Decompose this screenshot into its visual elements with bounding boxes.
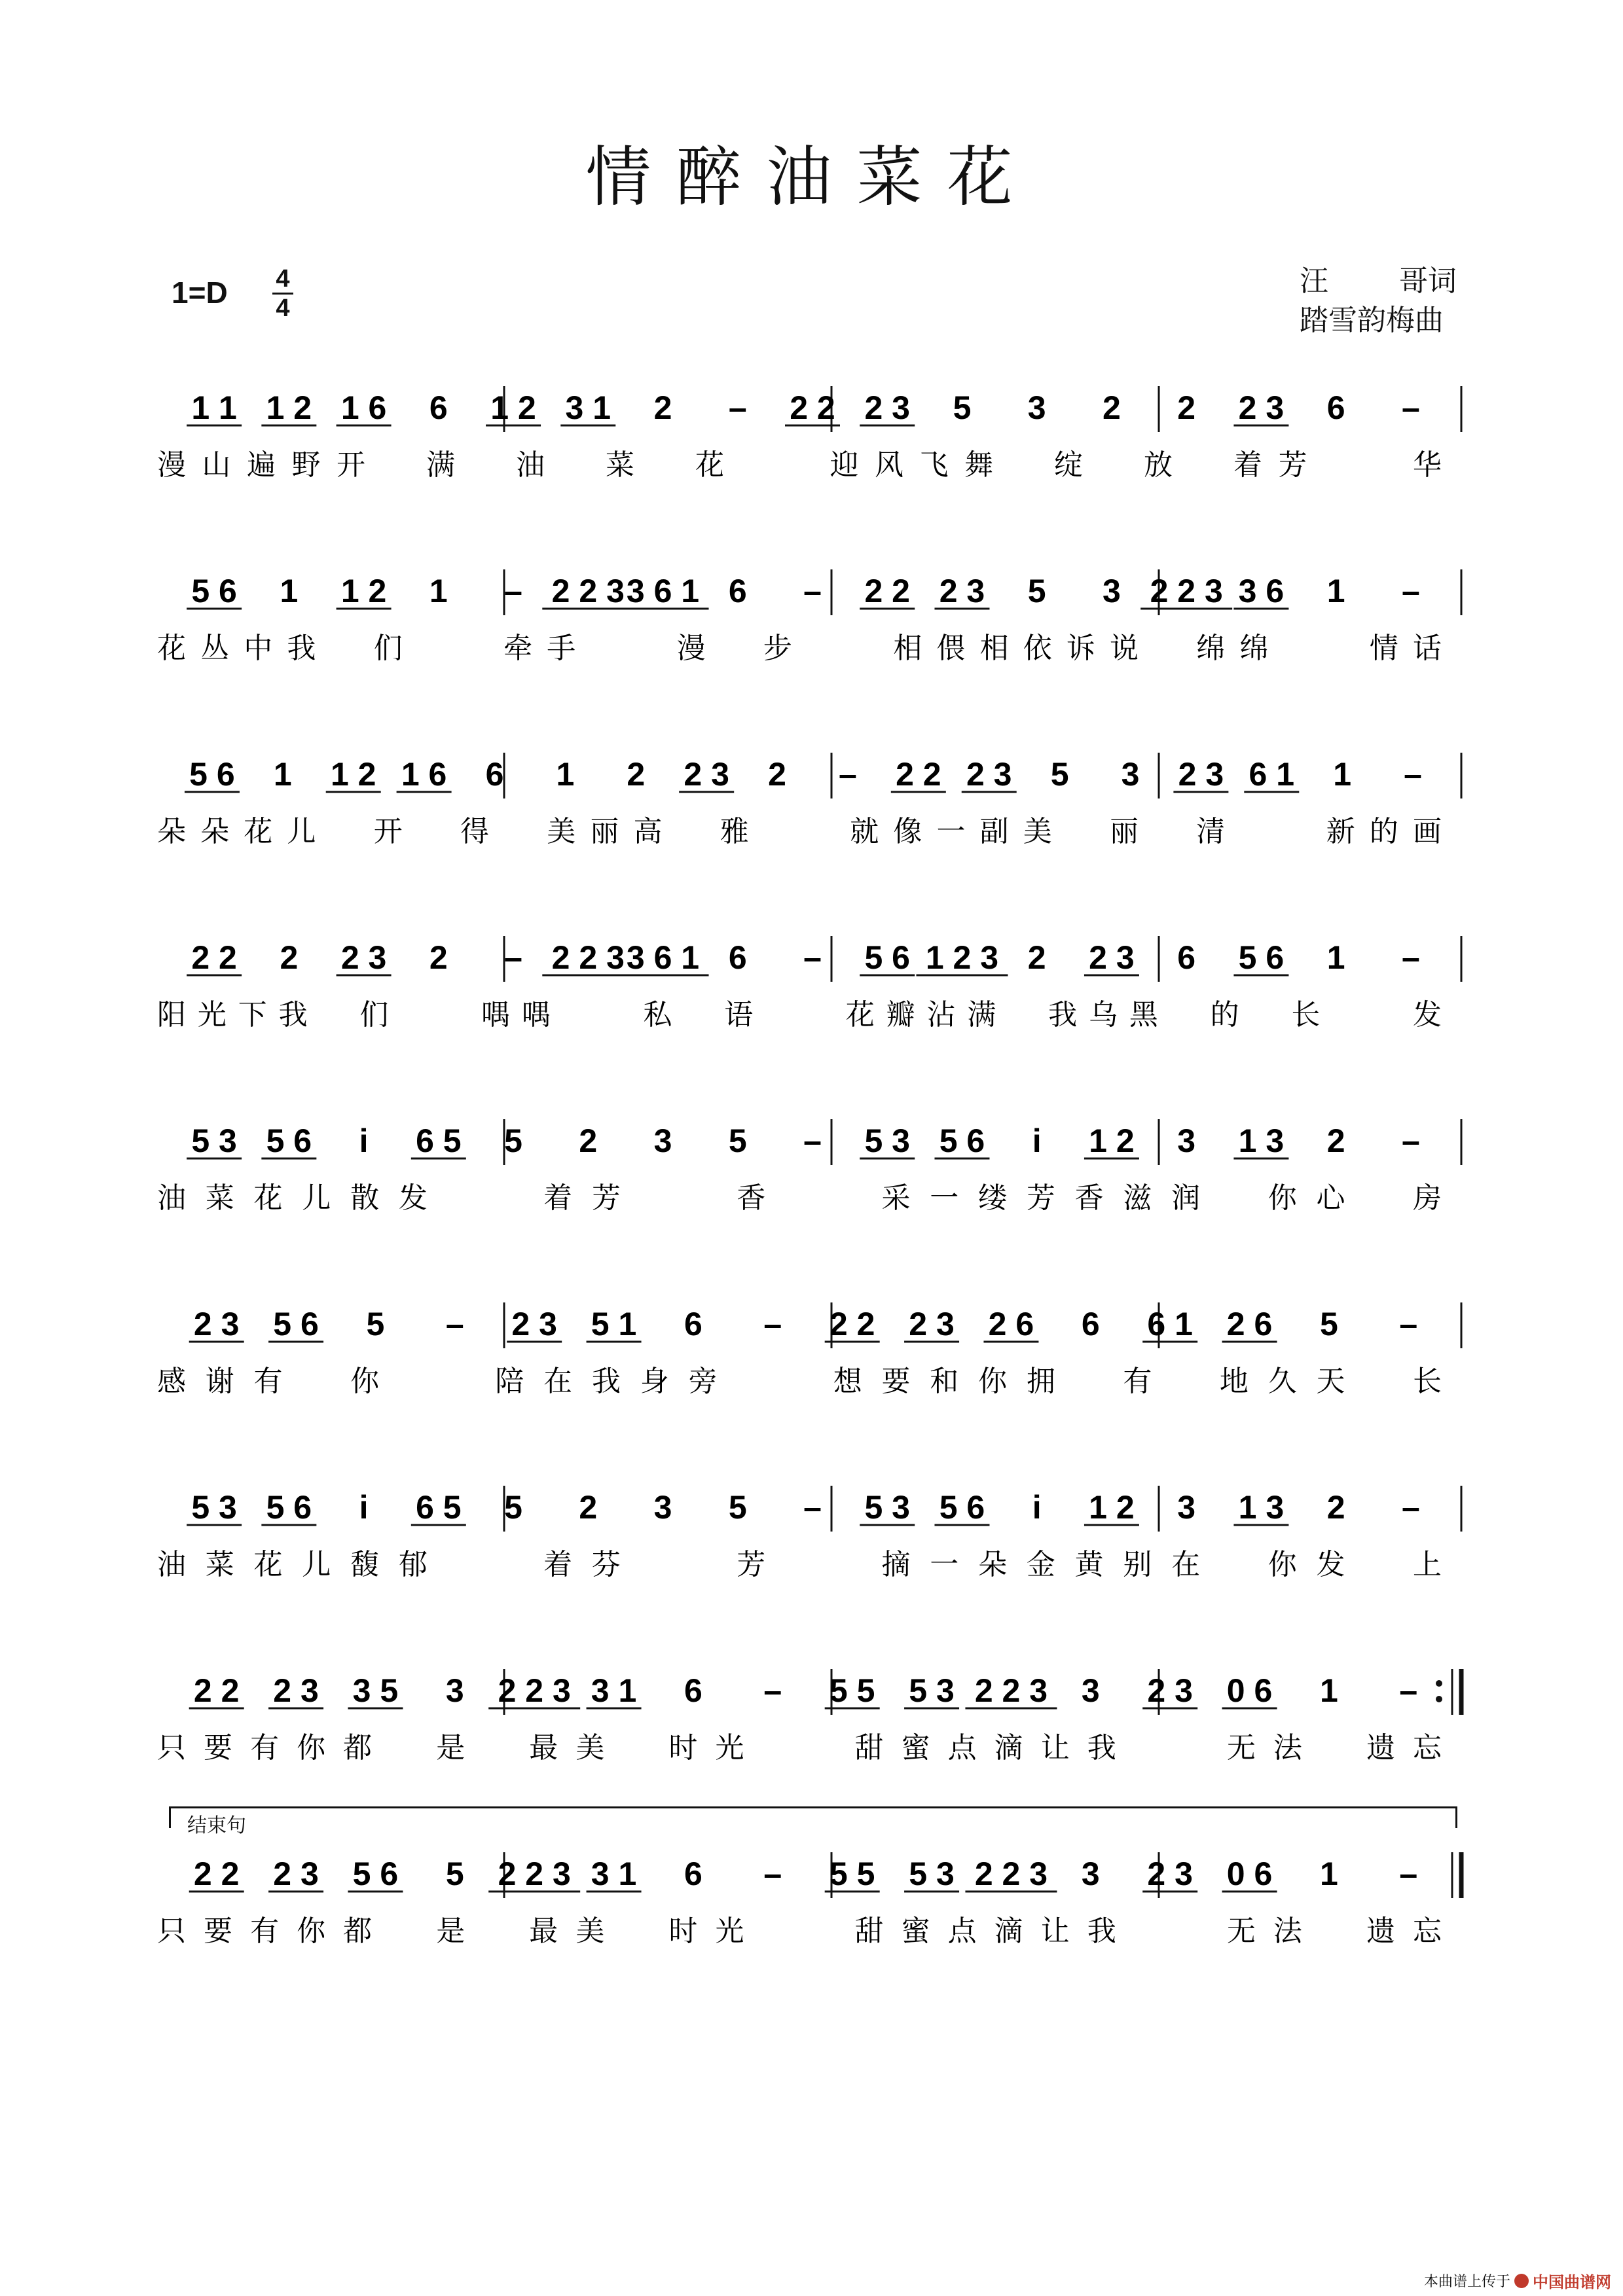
note-group: 2 3 (939, 573, 985, 609)
note-group: 5 6 (939, 1489, 985, 1526)
lyric-line: 感谢有 你 陪在我身旁 想要和你拥 有 地久天 长 (157, 1365, 1442, 1398)
note-group: 2 3 (1178, 756, 1224, 793)
note-group: 1 2 (340, 573, 387, 609)
note-group: 5 6 (266, 1489, 312, 1526)
note-group: – (1401, 939, 1420, 976)
note-group: 6 5 (416, 1122, 462, 1159)
note-group: 5 6 (939, 1122, 985, 1159)
note-group: 2 (1177, 389, 1196, 426)
note-group: 2 (280, 939, 299, 976)
note-group: 3 (1121, 756, 1140, 793)
score-row (157, 1486, 1461, 1581)
note-group: 3 6 (1238, 573, 1285, 609)
note-group: 5 5 (829, 1672, 875, 1709)
note-group: 2 3 (909, 1306, 955, 1342)
note-group: – (763, 1856, 782, 1892)
note-group: i (1032, 1122, 1042, 1159)
note-group: 5 6 (273, 1306, 319, 1342)
lyric-line: 阳光下我 们 喁喁 私 语 花瓣沾满 我乌黑 的 长 发 (157, 998, 1442, 1031)
note-group: 1 2 3 (925, 939, 999, 976)
note-group: 3 (1103, 573, 1121, 609)
note-group: 5 6 (864, 939, 910, 976)
note-group: 5 (504, 1122, 522, 1159)
lyricist-name: 汪 (1300, 264, 1328, 298)
note-group: 1 2 (266, 389, 312, 426)
composer: 踏雪韵梅曲 (1300, 304, 1444, 337)
note-group: – (504, 939, 522, 976)
note-group: 2 2 (191, 939, 237, 976)
note-group: 5 6 (352, 1856, 399, 1892)
note-group: 2 2 (193, 1672, 240, 1709)
note-group: 3 (1081, 1672, 1100, 1709)
note-group: 1 (1326, 573, 1345, 609)
note-group: 2 (768, 756, 786, 793)
note-group: 5 (504, 1489, 522, 1526)
meter-bottom: 4 (276, 295, 290, 322)
repeat-dot (1436, 1696, 1442, 1702)
note-group: 1 2 (1089, 1489, 1135, 1526)
note-group: – (1401, 389, 1420, 426)
note-group: 2 3 (273, 1856, 319, 1892)
note-group: – (1399, 1672, 1418, 1709)
note-group: 5 6 (1238, 939, 1285, 976)
lyricist-suffix: 哥词 (1399, 264, 1457, 298)
note-group: 6 (1081, 1306, 1100, 1342)
note-group: 2 (579, 1122, 598, 1159)
note-group: 2 2 3 (1150, 573, 1223, 609)
note-group: 3 (653, 1122, 672, 1159)
note-group: 6 (1326, 389, 1345, 426)
note-group: – (1404, 756, 1422, 793)
note-group: 2 6 (988, 1306, 1034, 1342)
note-group: 2 (1027, 939, 1046, 976)
note-group: 2 3 (864, 389, 910, 426)
key-signature: 1=D (172, 276, 228, 310)
note-group: 2 3 (340, 939, 387, 976)
note-group: 6 (485, 756, 504, 793)
note-group: 6 1 (1147, 1306, 1193, 1342)
note-group: 3 1 (591, 1856, 637, 1892)
note-group: 1 2 (490, 389, 536, 426)
note-group: 2 3 (966, 756, 1012, 793)
note-group: 2 3 (1089, 939, 1135, 976)
note-group: 2 2 3 (551, 573, 625, 609)
note-group: 6 (429, 389, 448, 426)
note-group: 5 6 (266, 1122, 312, 1159)
note-group: 2 (653, 389, 672, 426)
footer-text: 本曲谱上传于 (1423, 2274, 1510, 2290)
score-row (157, 1669, 1461, 1765)
lyric-line: 油菜花儿散发 着芳 香 采一缕芳香滋润 你心 房 (157, 1181, 1442, 1215)
note-group: 1 (280, 573, 299, 609)
note-group: 6 (684, 1672, 702, 1709)
note-group: 1 1 (191, 389, 237, 426)
note-group: i (359, 1122, 369, 1159)
score-row (157, 386, 1461, 482)
note-group: 3 (1177, 1489, 1196, 1526)
note-group: – (1401, 573, 1420, 609)
note-group: 6 (684, 1856, 702, 1892)
note-group: 5 3 (864, 1489, 910, 1526)
note-group: 5 (728, 1122, 747, 1159)
note-group: 2 2 3 (551, 939, 625, 976)
note-group: 3 (445, 1672, 464, 1709)
note-group: 5 (728, 1489, 747, 1526)
note-group: 1 6 (401, 756, 447, 793)
note-group: 3 6 1 (626, 939, 700, 976)
note-group: 2 2 3 (498, 1672, 571, 1709)
score-row (157, 1302, 1461, 1398)
note-group: – (1401, 1122, 1420, 1159)
note-group: 2 2 3 (974, 1672, 1048, 1709)
note-group: 6 1 (1249, 756, 1295, 793)
note-group: 1 2 (330, 756, 376, 793)
note-group: – (763, 1306, 782, 1342)
note-group: – (839, 756, 857, 793)
lyric-line: 只要有你都 是 最美 时光 甜蜜点滴让我 无法 遗忘 (157, 1914, 1442, 1948)
note-group: 5 (445, 1856, 464, 1892)
score-row (157, 753, 1461, 848)
note-group: 5 3 (191, 1122, 237, 1159)
note-group: 3 (1027, 389, 1046, 426)
note-group: 5 3 (909, 1672, 955, 1709)
note-group: 5 3 (864, 1122, 910, 1159)
note-group: 2 6 (1226, 1306, 1273, 1342)
footer (1424, 2269, 1611, 2292)
note-group: 2 3 (511, 1306, 557, 1342)
note-group: 2 2 (790, 389, 835, 426)
note-group: 5 1 (591, 1306, 637, 1342)
note-group: 5 3 (191, 1489, 237, 1526)
score-row (157, 936, 1461, 1031)
note-group: 0 6 (1226, 1856, 1273, 1892)
note-group: 3 6 1 (626, 573, 700, 609)
note-group: – (445, 1306, 464, 1342)
note-group: – (1401, 1489, 1420, 1526)
score-row (157, 569, 1461, 665)
ending-label: 结束句 (185, 1809, 249, 1838)
note-group: 2 3 (684, 756, 729, 793)
note-group: – (763, 1672, 782, 1709)
note-group: 2 2 3 (498, 1856, 571, 1892)
note-group: – (803, 939, 822, 976)
note-group: 2 2 (864, 573, 910, 609)
note-group: – (1399, 1856, 1418, 1892)
note-group: 1 (1320, 1856, 1338, 1892)
note-group: 2 3 (193, 1306, 240, 1342)
note-group: 2 (627, 756, 646, 793)
note-group: 3 (1177, 1122, 1196, 1159)
note-group: 1 (429, 573, 448, 609)
note-group: 5 (1320, 1306, 1338, 1342)
note-group: 1 (1333, 756, 1352, 793)
note-group: 3 (1081, 1856, 1100, 1892)
note-group: 2 (1326, 1122, 1345, 1159)
note-group: 1 (273, 756, 292, 793)
note-group: 2 3 (1238, 389, 1285, 426)
page-title: 情醉油菜花 (585, 139, 1038, 215)
lyric-line: 朵朵花儿 开 得 美丽高 雅 就像一副美 丽 清 新的画 (157, 815, 1442, 848)
footer-brand: 中国曲谱网 (1533, 2273, 1611, 2291)
note-group: 2 (1326, 1489, 1345, 1526)
note-group: 1 6 (340, 389, 387, 426)
note-group: 2 (1103, 389, 1121, 426)
note-group: 2 2 (896, 756, 941, 793)
note-group: 2 3 (1147, 1672, 1193, 1709)
note-group: 3 (653, 1489, 672, 1526)
note-group: 5 6 (189, 756, 235, 793)
note-group: 5 (1050, 756, 1069, 793)
note-group: 1 (1326, 939, 1345, 976)
note-group: 5 (953, 389, 972, 426)
note-group: – (1399, 1306, 1418, 1342)
note-group: 0 6 (1226, 1672, 1273, 1709)
note-group: – (504, 573, 522, 609)
note-group: 2 (429, 939, 448, 976)
note-group: i (1032, 1489, 1042, 1526)
note-group: 2 2 (193, 1856, 240, 1892)
note-group: 3 5 (352, 1672, 399, 1709)
note-group: 6 5 (416, 1489, 462, 1526)
note-group: i (359, 1489, 369, 1526)
score-row (157, 1119, 1461, 1215)
note-group: 2 3 (1147, 1856, 1193, 1892)
lyric-line: 漫山遍野开 满 油 菜 花 迎风飞舞 绽 放 着芳 华 (157, 448, 1442, 482)
lyric-line: 只要有你都 是 最美 时光 甜蜜点滴让我 无法 遗忘 (157, 1731, 1442, 1765)
note-group: 3 1 (591, 1672, 637, 1709)
note-group: 3 1 (565, 389, 611, 426)
note-group: 2 3 (273, 1672, 319, 1709)
lyric-line: 花丛中我 们 牵手 漫 步 相偎相依诉说 绵绵 情话 (157, 632, 1442, 665)
note-group: 1 3 (1238, 1489, 1285, 1526)
meter-top: 4 (276, 265, 290, 293)
note-group: 5 3 (909, 1856, 955, 1892)
note-group: 5 6 (191, 573, 237, 609)
note-group: – (803, 1489, 822, 1526)
note-group: 1 2 (1089, 1122, 1135, 1159)
repeat-dot (1436, 1680, 1442, 1687)
note-group: 5 5 (829, 1856, 875, 1892)
note-group: 2 (579, 1489, 598, 1526)
note-group: 6 (684, 1306, 702, 1342)
note-group: 1 (556, 756, 575, 793)
note-group: – (803, 573, 822, 609)
site-logo-icon (1514, 2274, 1529, 2288)
note-group: 2 2 (829, 1306, 875, 1342)
note-group: 1 (1320, 1672, 1338, 1709)
note-group: 5 (366, 1306, 385, 1342)
note-group: 6 (728, 939, 747, 976)
note-group: 6 (1177, 939, 1196, 976)
score-row (157, 1852, 1461, 1948)
note-group: 2 2 3 (974, 1856, 1048, 1892)
lyric-line: 油菜花儿馥郁 着芬 芳 摘一朵金黄别在 你发 上 (157, 1548, 1442, 1581)
note-group: 5 (1027, 573, 1046, 609)
note-group: 6 (728, 573, 747, 609)
note-group: – (728, 389, 747, 426)
note-group: 1 3 (1238, 1122, 1285, 1159)
note-group: – (803, 1122, 822, 1159)
